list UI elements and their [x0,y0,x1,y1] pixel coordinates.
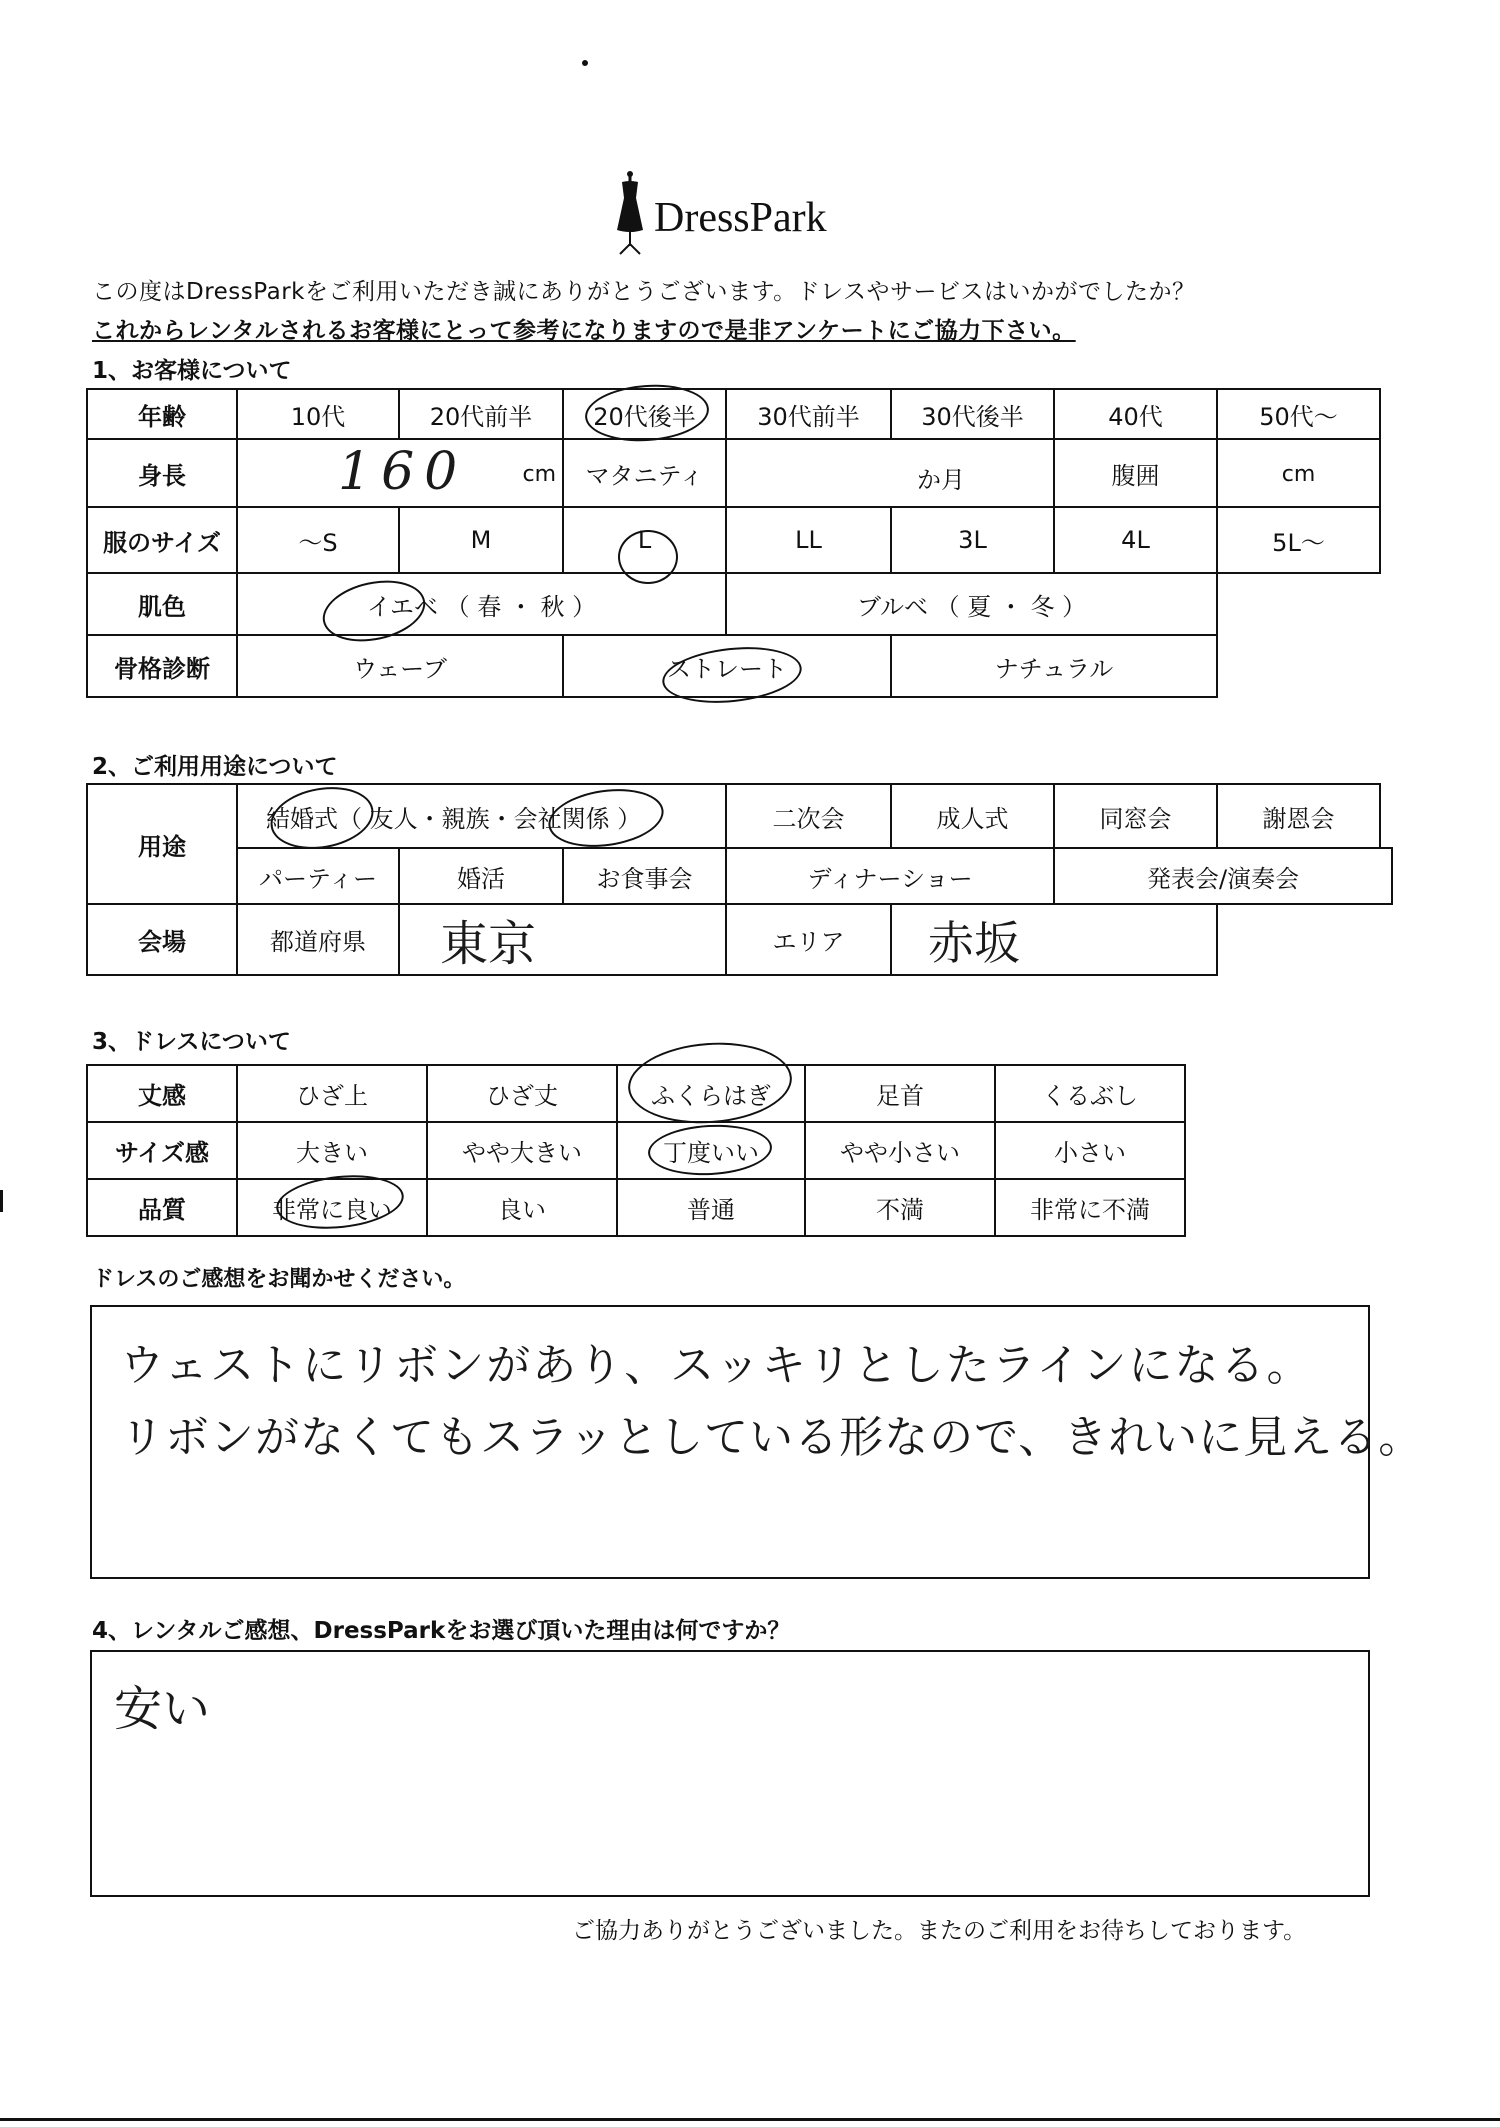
frame-option-selected[interactable]: ストレート [563,635,891,697]
fit-option[interactable]: やや小さい [805,1122,995,1179]
fit-option-selected[interactable]: 丁度いい [617,1122,805,1179]
area-label: エリア [726,904,891,975]
section-1-title: 1、お客様について [92,358,292,384]
wedding-option[interactable]: 結婚式（ 友人・親族・会社関係 ） [237,784,726,848]
section-2-title: 2、ご利用用途について [92,754,338,780]
length-option-selected[interactable]: ふくらはぎ [617,1065,805,1122]
quality-label: 品質 [87,1179,237,1236]
length-option[interactable]: くるぶし [995,1065,1185,1122]
venue-label: 会場 [87,904,237,975]
size-option[interactable]: ～S [237,507,399,573]
size-option[interactable]: 3L [891,507,1054,573]
age-option[interactable]: 40代 [1054,389,1217,439]
quality-option[interactable]: 良い [427,1179,617,1236]
scan-edge-left [0,1190,3,1212]
size-option-selected[interactable]: L [563,507,726,573]
fit-option[interactable]: 大きい [237,1122,427,1179]
section-4-title: 4、レンタルご感想、DressParkをお選び頂いた理由は何ですか？ [92,1618,791,1644]
age-option[interactable]: 50代～ [1217,389,1380,439]
reason-answer: 安い [114,1681,211,1737]
height-label: 身長 [87,439,237,507]
length-label: 丈感 [87,1065,237,1122]
age-option-selected[interactable]: 20代後半 [563,389,726,439]
quality-option[interactable]: 普通 [617,1179,805,1236]
area-value: 赤坂 [928,915,1021,970]
section-3-title: 3、ドレスについて [92,1029,291,1055]
purpose-option[interactable]: ディナーショー [726,848,1054,904]
age-option[interactable]: 20代前半 [399,389,563,439]
purpose-option[interactable]: 成人式 [891,784,1054,848]
purpose-option[interactable]: 二次会 [726,784,891,848]
height-field[interactable] [237,439,563,507]
impression-answer-box[interactable] [90,1305,1424,1579]
age-option[interactable]: 30代前半 [726,389,891,439]
waist-unit: cm [1281,462,1316,487]
purpose-label: 用途 [87,784,237,904]
quality-option[interactable]: 不満 [805,1179,995,1236]
height-unit: cm [522,462,556,487]
age-option[interactable]: 30代後半 [891,389,1054,439]
footer-thanks: ご協力ありがとうございました。またのご利用をお待ちしております。 [572,1918,1307,1944]
size-option[interactable]: LL [726,507,891,573]
skin-blue-option[interactable]: ブルベ （ 夏 ・ 冬 ） [726,573,1217,635]
size-option[interactable]: 4L [1054,507,1217,573]
impression-answer-line-2: リボンがなくてもスラッとしている形なので、きれいに見える。 [120,1412,1424,1463]
customer-table [86,388,1393,698]
maternity-unit: か月 [917,466,965,494]
intro-line-2: これからレンタルされるお客様にとって参考になりますので是非アンケートにご協力下さい。 [92,318,1076,344]
size-label: 服のサイズ [87,507,237,573]
waist-label: 腹囲 [1054,439,1217,507]
reason-answer-box[interactable] [90,1650,1370,1897]
size-option[interactable]: 5L～ [1217,507,1380,573]
length-option[interactable]: ひざ上 [237,1065,427,1122]
skin-label: 肌色 [87,573,237,635]
scan-edge-bottom [0,2118,1500,2121]
quality-option[interactable]: 非常に不満 [995,1179,1185,1236]
length-option[interactable]: 足首 [805,1065,995,1122]
frame-option[interactable]: ウェーブ [237,635,563,697]
purpose-option[interactable]: 謝恩会 [1217,784,1380,848]
purpose-option[interactable]: 発表会/演奏会 [1054,848,1392,904]
purpose-option[interactable]: パーティー [237,848,399,904]
prefecture-value: 東京 [440,916,537,972]
prefecture-label: 都道府県 [237,904,399,975]
length-option[interactable]: ひざ丈 [427,1065,617,1122]
age-label: 年齢 [87,389,237,439]
purpose-option[interactable]: お食事会 [563,848,726,904]
intro-line-1: この度はDressParkをご利用いただき誠にありがとうございます。ドレスやサービスはいかがでしたか？ [92,279,1196,305]
scan-speck [582,60,588,66]
fit-option[interactable]: やや大きい [427,1122,617,1179]
dress-table [86,1064,1186,1237]
frame-label: 骨格診断 [87,635,237,697]
prefecture-field[interactable] [399,904,726,975]
quality-option-selected[interactable]: 非常に良い [237,1179,427,1236]
purpose-option[interactable]: 婚活 [399,848,563,904]
fit-label: サイズ感 [87,1122,237,1179]
purpose-option[interactable]: 同窓会 [1054,784,1217,848]
skin-yellow-option[interactable]: イエベ （ 春 ・ 秋 ） [237,573,726,635]
age-option[interactable]: 10代 [237,389,399,439]
brand-name: DressPark [654,195,827,241]
impression-question: ドレスのご感想をお聞かせください。 [92,1267,466,1292]
brand-logo [610,170,850,260]
waist-field[interactable] [1217,439,1380,507]
impression-answer-line-1: ウェストにリボンがあり、スッキリとしたラインになる。 [120,1340,1313,1391]
fit-option[interactable]: 小さい [995,1122,1185,1179]
dress-form-icon [610,170,650,256]
area-field[interactable] [891,904,1217,975]
maternity-label: マタニティ [563,439,726,507]
height-value: 160 [338,442,468,502]
frame-option[interactable]: ナチュラル [891,635,1217,697]
maternity-field[interactable] [726,439,1054,507]
size-option[interactable]: M [399,507,563,573]
usage-table [86,783,1393,976]
